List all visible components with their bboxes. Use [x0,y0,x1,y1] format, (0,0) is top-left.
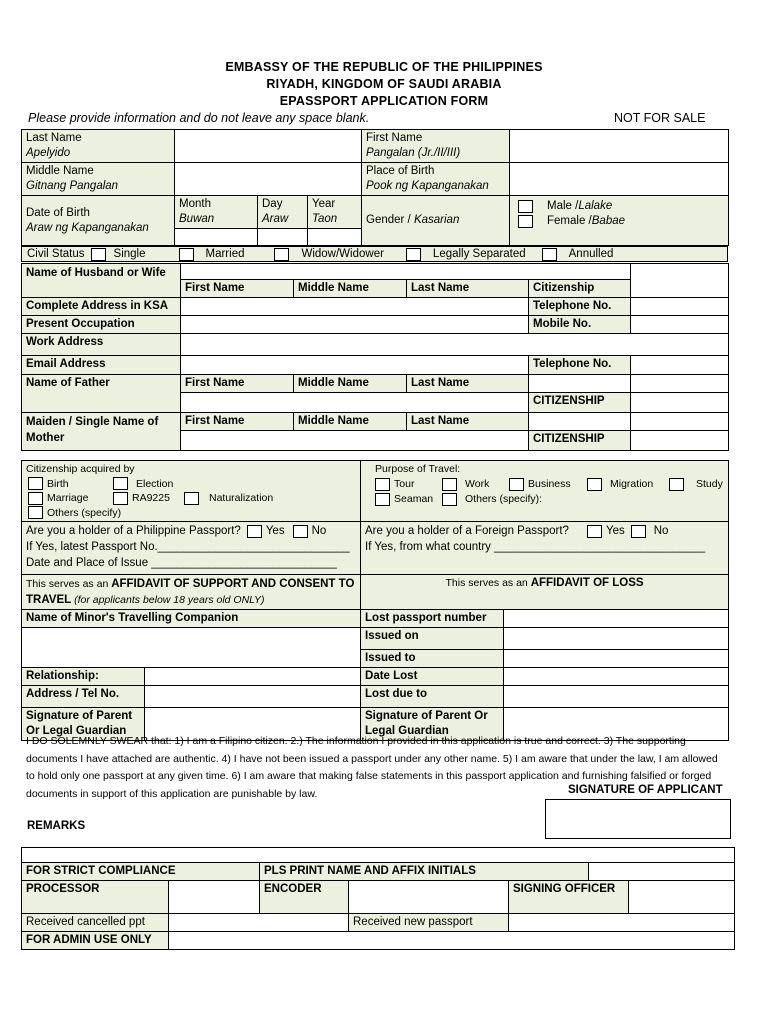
middle-name-field[interactable] [175,163,362,196]
gender-label: Gender / Kasarian [362,196,510,246]
signature-applicant-label: SIGNATURE OF APPLICANT [568,784,723,796]
relationship-label: Relationship: [22,668,145,686]
telephone2-label: Telephone No. [529,356,631,375]
year-label: Year Taon [308,196,362,229]
father-extra[interactable] [631,375,729,393]
single-label: Single [113,248,146,260]
marriage-label: Marriage [47,492,89,504]
mother-extra[interactable] [631,413,729,431]
seaman-checkbox[interactable] [375,493,390,506]
father-citizenship-field[interactable] [631,393,729,413]
occupation-field[interactable] [181,316,529,334]
admin-use-label: FOR ADMIN USE ONLY [22,932,169,950]
others-label: Others (specify) [47,506,122,519]
address-field[interactable] [181,298,529,316]
widow-checkbox[interactable] [274,248,289,261]
ra9225-label: RA9225 [132,492,170,504]
study-checkbox[interactable] [669,478,684,491]
spouse-middle-label: Middle Name [294,280,407,298]
marriage-checkbox[interactable] [28,492,43,505]
seaman-label: Seaman [394,493,434,505]
lost-passport-number-field[interactable] [504,610,729,628]
business-label: Business [528,478,571,490]
father-label: Name of Father [22,375,181,413]
signing-officer-label: SIGNING OFFICER [509,881,629,914]
birth-checkbox[interactable] [28,477,43,490]
received-new-field[interactable] [509,914,735,932]
spouse-last-label: Last Name [407,280,529,298]
travel-table [21,460,729,741]
ph-yes-checkbox[interactable] [247,525,262,538]
spouse-name-field[interactable] [181,264,631,280]
print-name-label: PLS PRINT NAME AND AFFIX INITIALS [260,863,589,881]
purpose-label: Purpose of Travel: [375,463,461,475]
mother-citizenship-label: CITIZENSHIP [529,431,631,451]
others-checkbox[interactable] [28,506,43,519]
work-address-field[interactable] [181,334,729,356]
first-name-label: First Name Pangalan (Jr./II/III) [362,130,510,163]
election-label: Election [136,477,174,490]
embassy-title: EMBASSY OF THE REPUBLIC OF THE PHILIPPINES [225,60,543,74]
encoder-field[interactable] [349,881,509,914]
purpose-others-checkbox[interactable] [442,493,457,506]
naturalization-checkbox[interactable] [184,492,199,505]
occupation-label: Present Occupation [22,316,181,334]
strict-compliance-label: FOR STRICT COMPLIANCE [22,863,260,881]
spouse-first-label: First Name [181,280,294,298]
received-cancelled-field[interactable] [169,914,349,932]
year-field[interactable] [308,229,362,246]
tour-label: Tour [394,478,415,490]
day-label: Day Araw [258,196,308,229]
fr-no-label: No [653,525,669,537]
mother-citizenship-field[interactable] [631,431,729,451]
parent-signature2-label: Signature of Parent Or Legal Guardian [361,708,504,741]
email-field[interactable] [181,356,529,375]
issued-on-label: Issued on [361,628,504,650]
fr-yes-checkbox[interactable] [587,525,602,538]
mother-last-label: Last Name [407,413,529,431]
mother-label: Maiden / Single Name of Mother [22,413,181,451]
personal-info-table [21,129,729,246]
civil-status-row [21,246,728,262]
birth-label: Birth [47,477,69,490]
month-label: Month Buwan [175,196,258,229]
ph-passport-cell [22,522,361,575]
annulled-label: Annulled [568,248,614,260]
lost-passport-number-label: Lost passport number [361,610,504,628]
processor-field[interactable] [169,881,260,914]
purpose-cell [361,461,729,522]
instruction-text: Please provide information and do not leave any space blank. [28,111,370,125]
issued-to-field[interactable] [504,650,729,668]
father-first-label: First Name [181,375,294,393]
affidavit-support-header: This serves as an AFFIDAVIT OF SUPPORT AND CONSENT TO TRAVEL (for applicants below 18 years old ONLY) [22,575,361,610]
study-label: Study [696,478,723,490]
admin-table [21,847,735,950]
signing-officer-field[interactable] [629,881,735,914]
telephone2-field[interactable] [631,356,729,375]
foreign-passport-question: Are you a holder of a Foreign Passport? [365,525,569,537]
mobile-field[interactable] [631,316,729,334]
ph-no-label: No [311,525,327,537]
separated-label: Legally Separated [432,248,526,260]
issued-to-label: Issued to [361,650,504,668]
date-of-birth-label: Date of Birth Araw ng Kapanganakan [22,196,175,246]
gender-options: Male / Lalake Female / Babae [510,196,729,246]
place-of-birth-label: Place of Birth Pook ng Kapanganakan [362,163,510,196]
separated-checkbox[interactable] [406,248,421,261]
received-cancelled-label: Received cancelled ppt [22,914,169,932]
married-checkbox[interactable] [179,248,194,261]
ph-issue-field[interactable]: Date and Place of Issue _____________________________ [26,557,337,569]
address-tel-label: Address / Tel No. [22,686,145,708]
relationship-field[interactable] [145,668,361,686]
date-lost-field[interactable] [504,668,729,686]
tour-checkbox[interactable] [375,478,390,491]
ph-no-checkbox[interactable] [293,525,308,538]
father-citizenship-label: CITIZENSHIP [529,393,631,413]
civil-status-label: Civil Status [27,248,85,260]
foreign-passport-cell [361,522,729,575]
mother-middle-label: Middle Name [294,413,407,431]
last-name-field[interactable] [175,130,362,163]
migration-checkbox[interactable] [587,478,602,491]
citizenship-acquired-cell [22,461,361,522]
telephone-label: Telephone No. [529,298,631,316]
mobile-label: Mobile No. [529,316,631,334]
remarks-field[interactable] [22,848,735,863]
citizenship-acquired-label: Citizenship acquired by [26,463,135,475]
form-title: EPASSPORT APPLICATION FORM [279,94,489,108]
father-citizenship-blank[interactable] [529,375,631,393]
fr-yes-label: Yes [605,525,625,537]
encoder-label: ENCODER [260,881,349,914]
parent-signature-label: Signature of Parent Or Legal Guardian [22,708,145,741]
female-checkbox[interactable] [518,215,533,228]
place-of-birth-field[interactable] [510,163,729,196]
migration-label: Migration [610,478,654,490]
email-label: Email Address [22,356,181,375]
first-name-field[interactable] [510,130,729,163]
companion-field[interactable] [22,628,361,668]
ph-latest-passport-field[interactable]: If Yes, latest Passport No.______________________________ [26,541,350,553]
middle-name-label: Middle Name Gitnang Pangalan [22,163,175,196]
address-label: Complete Address in KSA [22,298,181,316]
fr-no-checkbox[interactable] [631,525,646,538]
work-address-label: Work Address [22,334,181,356]
date-lost-label: Date Lost [361,668,504,686]
work-checkbox[interactable] [442,478,457,491]
received-new-label: Received new passport [349,914,509,932]
male-checkbox[interactable] [518,200,533,213]
single-checkbox[interactable] [91,248,106,261]
remarks-label: REMARKS [27,820,86,832]
address-tel-field[interactable] [145,686,361,708]
mother-name-field[interactable] [181,431,529,451]
father-name-field[interactable] [181,393,529,413]
father-last-label: Last Name [407,375,529,393]
print-name-field[interactable] [589,863,735,881]
foreign-country-field[interactable]: If Yes, from what country _________________________________ [365,541,706,553]
telephone-field[interactable] [631,298,729,316]
purpose-others-label: Others (specify): [465,493,543,505]
last-name-label: Last Name Apelyido [22,130,175,163]
ph-yes-label: Yes [265,525,285,537]
processor-label: PROCESSOR [22,881,169,914]
spouse-name-label: Name of Husband or Wife [22,264,181,298]
naturalization-label: Naturalization [209,492,274,504]
mother-citizenship-blank[interactable] [529,413,631,431]
day-field[interactable] [258,229,308,246]
work-label: Work [465,478,490,490]
admin-use-field[interactable] [169,932,735,950]
month-field[interactable] [175,229,258,246]
contact-table [21,263,729,451]
spouse-citizenship-field[interactable] [631,264,729,298]
ph-passport-question: Are you a holder of a Philippine Passport? [26,525,241,537]
affidavit-loss-header: This serves as an AFFIDAVIT OF LOSS [361,575,729,610]
mother-first-label: First Name [181,413,294,431]
election-checkbox[interactable] [113,477,128,490]
ra9225-checkbox[interactable] [113,492,128,505]
oath-text: I DO SOLEMNLY SWEAR that: 1) I am a Filipino citizen. 2.) The information I provided in this application is true and correct. 3) The supporting documents I have attached are authentic. 4) I have not been issued a passport under any other name. 5) I am aware that under the law, I am allowed to hold only one passport at any given time. 6) I am aware that making false statements in this passport application and furnishing falsified or forged documents in support of this application are punishable by law. [26,735,718,800]
companion-label: Name of Minor's Travelling Companion [22,610,361,628]
father-middle-label: Middle Name [294,375,407,393]
citizenship-label: Citizenship [529,280,631,298]
married-label: Married [205,248,245,260]
widow-label: Widow/Widower [301,248,384,260]
location-title: RIYADH, KINGDOM OF SAUDI ARABIA [266,77,502,91]
issued-on-field[interactable] [504,628,729,650]
lost-due-field[interactable] [504,686,729,708]
lost-due-label: Lost due to [361,686,504,708]
signature-applicant-box[interactable] [545,799,731,839]
not-for-sale-label: NOT FOR SALE [614,111,706,125]
annulled-checkbox[interactable] [542,248,557,261]
business-checkbox[interactable] [509,478,524,491]
